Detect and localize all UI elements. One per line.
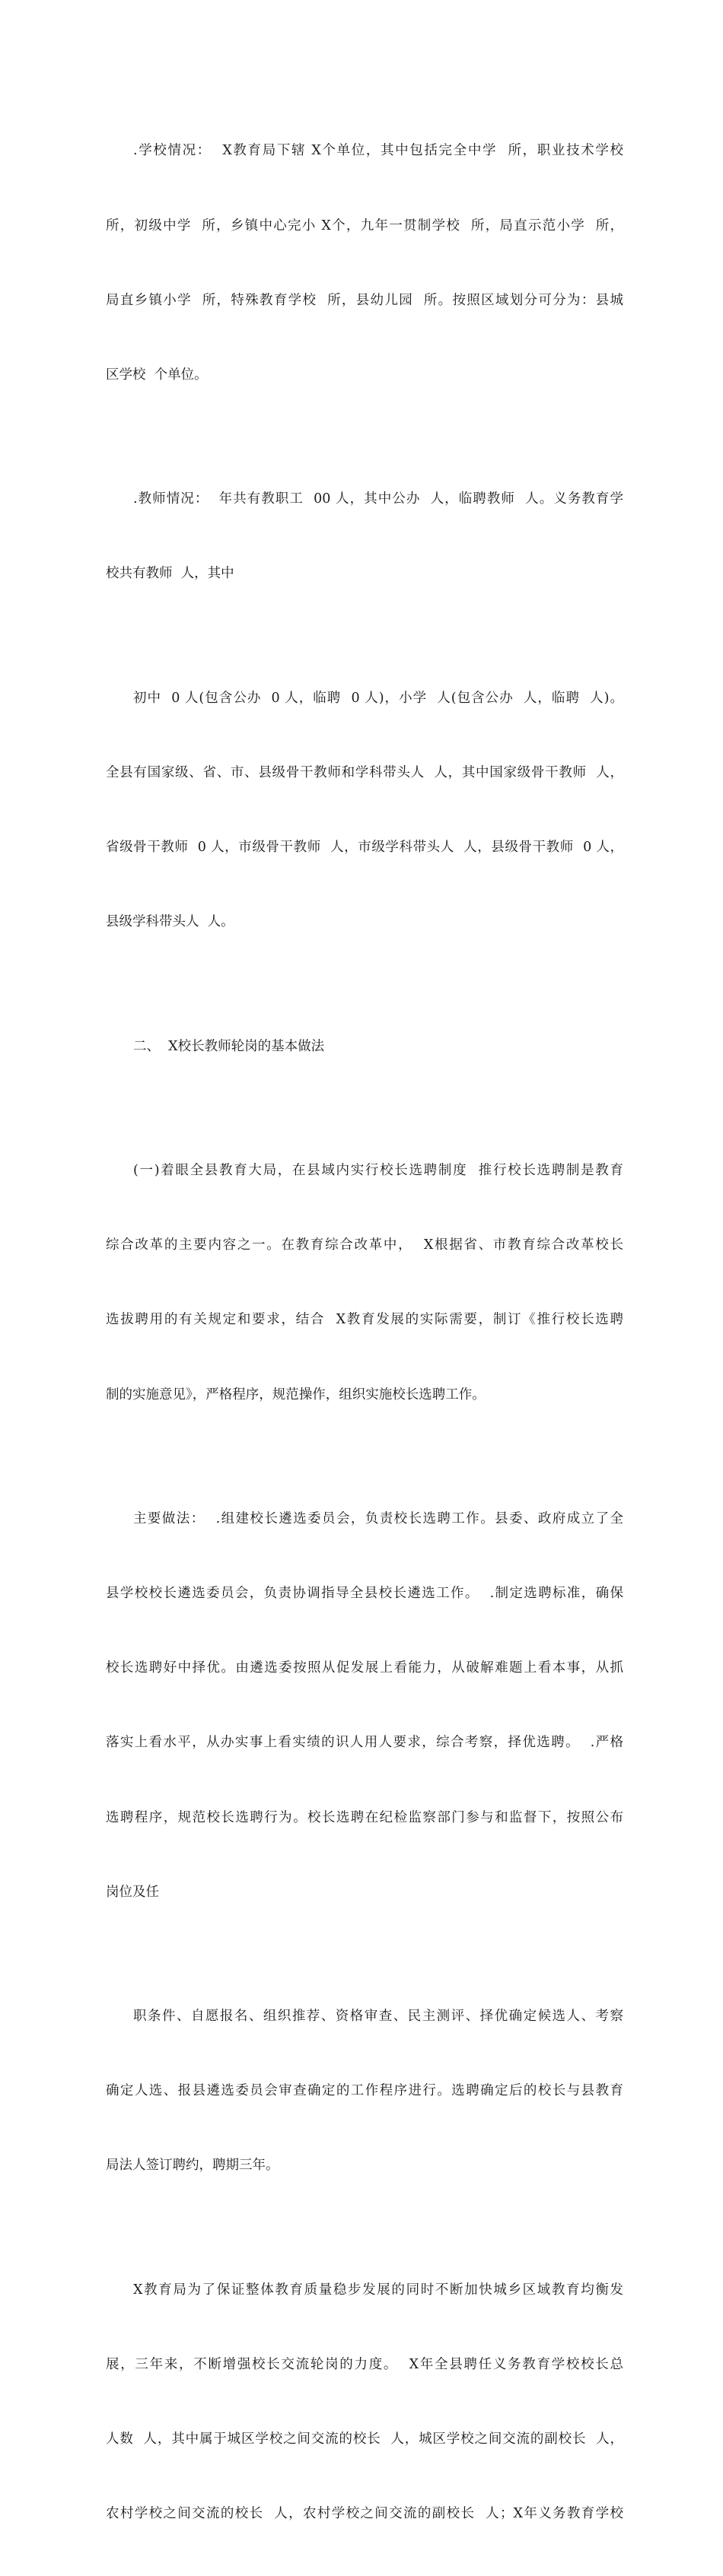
text-line: 省级骨干教师 0 人，市级骨干教师 人，市级学科带头人 人，县级骨干教师 0 人， (106, 840, 623, 856)
text-line: 初中 0 人(包含公办 0 人，临聘 0 人)，小学 人(包含公办 人，临聘 人)。 (133, 690, 623, 706)
text-line: X教育局为了保证整体教育质量稳步发展的同时不断加快城乡区域教育均衡发 (133, 2282, 623, 2298)
paragraph-school-info (106, 89, 623, 437)
paragraph-teacher-info (106, 437, 623, 637)
text-line: 制的实施意见》，严格程序，规范操作，组织实施校长选聘工作。 (106, 1386, 486, 1402)
text-line: 校共有教师 人，其中 (106, 566, 234, 582)
text-line: 职条件、自愿报名、组织推荐、资格审查、民主测评、择优确定候选人、考察 (133, 2009, 623, 2025)
text-line: .教师情况： 年共有教职工 00 人，其中公办 人，临聘教师 人。义务教育学 (133, 491, 623, 507)
text-line: 区学校 个单位。 (106, 367, 208, 383)
text-line: 二、 X校长教师轮岗的基本做法 (133, 1038, 325, 1054)
paragraph-rotation (106, 2228, 623, 2576)
text-line: 校长选聘好中择优。由遴选委按照从促发展上看能力，从破解难题上看本事，从抓 (106, 1660, 623, 1676)
text-line: (一)着眼全县教育大局，在县域内实行校长选聘制度 推行校长选聘制是教育 (133, 1163, 623, 1179)
paragraph-section-two-one (106, 1109, 623, 1457)
text-line: 综合改革的主要内容之一。在教育综合改革中， X根据省、市教育综合改革校长 (106, 1237, 623, 1253)
text-line: 局法人签订聘约，聘期三年。 (106, 2158, 279, 2174)
text-line: 展，三年来，不断增强校长交流轮岗的力度。 X年全县聘任义务教育学校校长总 (106, 2356, 623, 2372)
text-line: .学校情况： X教育局下辖 X个单位，其中包括完全中学 所，职业技术学校 (133, 143, 623, 159)
text-line: 局直乡镇小学 所，特殊教育学校 所，县幼儿园 所。按照区域划分可分为：县城 (106, 292, 623, 308)
text-line: 农村学校之间交流的校长 人，农村学校之间交流的副校长 人；X年义务教育学校 (106, 2506, 623, 2522)
text-line: 选拔聘用的有关规定和要求，结合 X教育发展的实际需要，制订《推行校长选聘 (106, 1312, 623, 1328)
paragraph-teacher-breakdown (106, 636, 623, 984)
text-line: 全县有国家级、省、市、县级骨干教师和学科带头人 人，其中国家级骨干教师 人， (106, 764, 623, 780)
text-line: 选聘程序，规范校长选聘行为。校长选聘在纪检监察部门参与和监督下，按照公布 (106, 1809, 623, 1825)
section-heading (106, 984, 623, 1109)
text-line: 落实上看水平，从办实事上看实绩的识人用人要求，综合考察，择优选聘。 .严格 (106, 1735, 623, 1751)
document-body (106, 89, 623, 2576)
text-line: 县级学科带头人 人。 (106, 914, 234, 930)
text-line: 人数 人，其中属于城区学校之间交流的校长 人，城区学校之间交流的副校长 人， (106, 2431, 623, 2447)
text-line: 主要做法： .组建校长遴选委员会，负责校长选聘工作。县委、政府成立了全 (133, 1511, 623, 1527)
paragraph-main-practice (106, 1457, 623, 1955)
paragraph-procedure (106, 1955, 623, 2228)
text-line: 岗位及任 (106, 1884, 159, 1900)
text-line: 县学校校长遴选委员会，负责协调指导全县校长遴选工作。 .制定选聘标准，确保 (106, 1586, 623, 1602)
text-line: 确定人选、报县遴选委员会审查确定的工作程序进行。选聘确定后的校长与县教育 (106, 2083, 623, 2099)
text-line: 所，初级中学 所，乡镇中心完小 X个，九年一贯制学校 所，局直示范小学 所， (106, 218, 623, 233)
